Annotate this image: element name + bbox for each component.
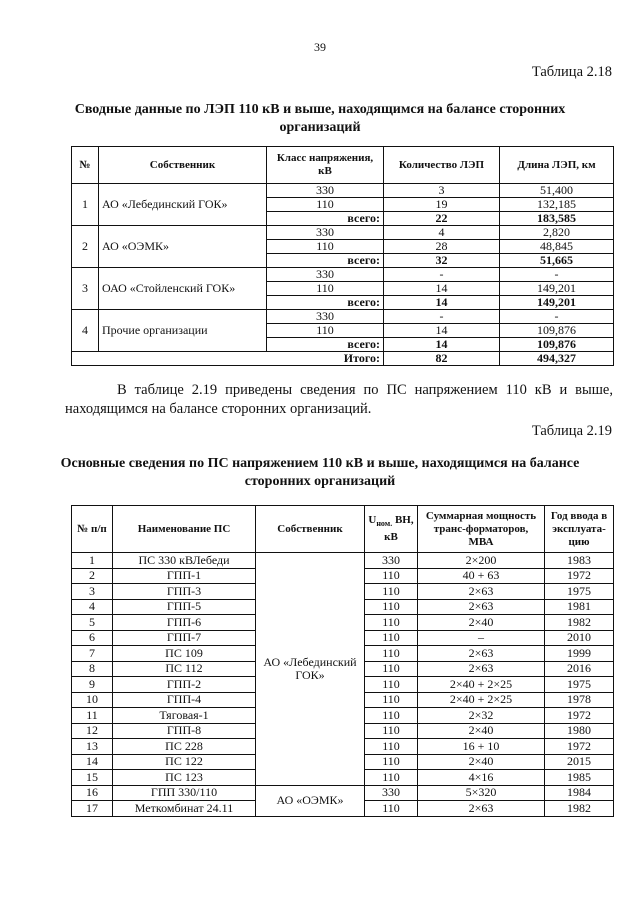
- cell-voltage: 110: [365, 568, 418, 584]
- cell-total-label: всего:: [267, 254, 384, 268]
- cell-name: ПС 330 кВЛебеди: [113, 553, 256, 569]
- cell-voltage: 110: [267, 282, 384, 296]
- cell-year: 1972: [545, 708, 614, 724]
- cell-length: 109,876: [500, 324, 614, 338]
- cell-no: 2: [72, 568, 113, 584]
- cell-name: Тяговая-1: [113, 708, 256, 724]
- cell-total-count: 14: [384, 296, 500, 310]
- cell-no: 5: [72, 615, 113, 631]
- group-owner: ОАО «Стойленский ГОК»: [99, 268, 267, 310]
- cell-name: ПС 112: [113, 661, 256, 677]
- cell-no: 11: [72, 708, 113, 724]
- cell-no: 16: [72, 785, 113, 801]
- cell-voltage: 330: [267, 310, 384, 324]
- group-owner: АО «Лебединский ГОК»: [99, 184, 267, 226]
- table-row: [72, 226, 614, 240]
- header-year: Год ввода в эксплуата-цию: [545, 506, 614, 553]
- cell-power: 2×40: [418, 723, 545, 739]
- header-voltage: $U_{ном.}$ ВН, кВ: [365, 506, 418, 553]
- table-2-19-title: Основные сведения по ПС напряжением 110 кВ и выше, находящимся на балансе сторонних организаций: [60, 456, 580, 489]
- cell-no: 10: [72, 692, 113, 708]
- cell-owner: АО «Лебединский ГОК»: [256, 553, 365, 786]
- cell-power: 2×63: [418, 584, 545, 600]
- cell-voltage: 330: [365, 553, 418, 569]
- cell-power: 2×40: [418, 754, 545, 770]
- cell-total-length: 109,876: [500, 338, 614, 352]
- cell-voltage: 330: [267, 226, 384, 240]
- cell-name: ГПП-1: [113, 568, 256, 584]
- table-row: [72, 184, 614, 198]
- header-power: Суммарная мощность транс-форматоров, МВА: [418, 506, 545, 553]
- cell-voltage: 330: [365, 785, 418, 801]
- cell-no: 4: [72, 599, 113, 615]
- cell-length: 132,185: [500, 198, 614, 212]
- cell-voltage: 110: [365, 646, 418, 662]
- cell-voltage: 110: [365, 692, 418, 708]
- cell-power: 5×320: [418, 785, 545, 801]
- cell-year: 1985: [545, 770, 614, 786]
- table-2-19-label: Таблица 2.19: [531, 423, 612, 439]
- cell-count: 19: [384, 198, 500, 212]
- header-name: Наименование ПС: [113, 506, 256, 553]
- cell-power: 4×16: [418, 770, 545, 786]
- cell-count: 28: [384, 240, 500, 254]
- cell-voltage: 110: [365, 677, 418, 693]
- table-2-18: [71, 146, 614, 366]
- header-owner: Собственник: [99, 147, 267, 184]
- cell-year: 1982: [545, 801, 614, 817]
- cell-owner: АО «ОЭМК»: [256, 785, 365, 816]
- cell-count: 14: [384, 324, 500, 338]
- cell-no: 12: [72, 723, 113, 739]
- cell-name: Меткомбинат 24.11: [113, 801, 256, 817]
- body-paragraph: [65, 381, 613, 419]
- cell-power: 2×63: [418, 661, 545, 677]
- cell-no: 8: [72, 661, 113, 677]
- cell-length: 51,400: [500, 184, 614, 198]
- cell-year: 1975: [545, 677, 614, 693]
- cell-voltage: 110: [365, 661, 418, 677]
- cell-no: 17: [72, 801, 113, 817]
- cell-year: 1980: [545, 723, 614, 739]
- header-count: Количество ЛЭП: [384, 147, 500, 184]
- cell-name: ГПП-5: [113, 599, 256, 615]
- cell-name: ГПП-7: [113, 630, 256, 646]
- cell-power: 2×40: [418, 615, 545, 631]
- cell-total-length: 51,665: [500, 254, 614, 268]
- cell-power: –: [418, 630, 545, 646]
- cell-no: 15: [72, 770, 113, 786]
- cell-voltage: 110: [267, 198, 384, 212]
- header-no: №: [72, 147, 99, 184]
- cell-count: 3: [384, 184, 500, 198]
- cell-name: ГПП-6: [113, 615, 256, 631]
- cell-name: ГПП 330/110: [113, 785, 256, 801]
- cell-power: 2×63: [418, 801, 545, 817]
- cell-year: 1981: [545, 599, 614, 615]
- group-no: 3: [72, 268, 99, 310]
- cell-no: 6: [72, 630, 113, 646]
- table-row: [72, 268, 614, 282]
- cell-total-length: 149,201: [500, 296, 614, 310]
- table-2-18-label: Таблица 2.18: [531, 64, 612, 80]
- cell-no: 3: [72, 584, 113, 600]
- cell-voltage: 110: [365, 723, 418, 739]
- table-2-18-title: Сводные данные по ЛЭП 110 кВ и выше, находящимся на балансе сторонних организаций: [74, 102, 566, 135]
- group-no: 2: [72, 226, 99, 268]
- cell-name: ПС 122: [113, 754, 256, 770]
- cell-no: 13: [72, 739, 113, 755]
- cell-power: 2×32: [418, 708, 545, 724]
- cell-name: ГПП-2: [113, 677, 256, 693]
- cell-voltage: 330: [267, 184, 384, 198]
- cell-voltage: 110: [365, 615, 418, 631]
- grand-total-length: 494,327: [500, 352, 614, 366]
- cell-name: ПС 109: [113, 646, 256, 662]
- cell-power: 2×63: [418, 599, 545, 615]
- page-number: 39: [314, 40, 326, 54]
- cell-power: 2×200: [418, 553, 545, 569]
- cell-length: -: [500, 268, 614, 282]
- cell-count: 4: [384, 226, 500, 240]
- cell-voltage: 110: [365, 599, 418, 615]
- cell-year: 1984: [545, 785, 614, 801]
- cell-name: ГПП-8: [113, 723, 256, 739]
- cell-year: 1972: [545, 568, 614, 584]
- cell-year: 1978: [545, 692, 614, 708]
- cell-voltage: 110: [267, 240, 384, 254]
- cell-year: 2010: [545, 630, 614, 646]
- table-row: [72, 310, 614, 324]
- cell-no: 9: [72, 677, 113, 693]
- cell-length: 2,820: [500, 226, 614, 240]
- cell-name: ПС 123: [113, 770, 256, 786]
- cell-year: 2016: [545, 661, 614, 677]
- cell-voltage: 110: [365, 630, 418, 646]
- cell-voltage: 330: [267, 268, 384, 282]
- group-no: 1: [72, 184, 99, 226]
- cell-total-count: 22: [384, 212, 500, 226]
- cell-count: -: [384, 268, 500, 282]
- cell-power: 2×63: [418, 646, 545, 662]
- cell-voltage: 110: [365, 584, 418, 600]
- group-no: 4: [72, 310, 99, 352]
- cell-length: 48,845: [500, 240, 614, 254]
- cell-year: 2015: [545, 754, 614, 770]
- table-row: [72, 553, 614, 569]
- cell-voltage: 110: [365, 739, 418, 755]
- cell-no: 1: [72, 553, 113, 569]
- cell-power: 40 + 63: [418, 568, 545, 584]
- cell-total-length: 183,585: [500, 212, 614, 226]
- group-owner: Прочие организации: [99, 310, 267, 352]
- grand-total-row: [72, 352, 614, 366]
- cell-length: 149,201: [500, 282, 614, 296]
- table-row: [72, 785, 614, 801]
- cell-power: 16 + 10: [418, 739, 545, 755]
- cell-name: ГПП-3: [113, 584, 256, 600]
- cell-power: 2×40 + 2×25: [418, 692, 545, 708]
- cell-voltage: 110: [365, 770, 418, 786]
- cell-total-count: 32: [384, 254, 500, 268]
- body-paragraph-text: В таблице 2.19 приведены сведения по ПС напряжением 110 кВ и выше, находящимся на балансе сторонних организаций.: [65, 382, 613, 417]
- cell-total-label: всего:: [267, 212, 384, 226]
- group-owner: АО «ОЭМК»: [99, 226, 267, 268]
- cell-year: 1983: [545, 553, 614, 569]
- header-owner: Собственник: [256, 506, 365, 553]
- grand-total-count: 82: [384, 352, 500, 366]
- cell-no: 14: [72, 754, 113, 770]
- cell-name: ГПП-4: [113, 692, 256, 708]
- cell-length: -: [500, 310, 614, 324]
- cell-total-count: 14: [384, 338, 500, 352]
- grand-total-label: Итого:: [72, 352, 384, 366]
- cell-voltage: 110: [365, 801, 418, 817]
- cell-power: 2×40 + 2×25: [418, 677, 545, 693]
- header-voltage: Класс напряжения, кВ: [267, 147, 384, 184]
- cell-no: 7: [72, 646, 113, 662]
- cell-total-label: всего:: [267, 338, 384, 352]
- cell-year: 1972: [545, 739, 614, 755]
- cell-voltage: 110: [267, 324, 384, 338]
- table-2-19: [71, 505, 614, 817]
- cell-year: 1975: [545, 584, 614, 600]
- cell-count: -: [384, 310, 500, 324]
- cell-total-label: всего:: [267, 296, 384, 310]
- cell-year: 1982: [545, 615, 614, 631]
- cell-count: 14: [384, 282, 500, 296]
- header-no: № п/п: [72, 506, 113, 553]
- cell-voltage: 110: [365, 754, 418, 770]
- header-length: Длина ЛЭП, км: [500, 147, 614, 184]
- cell-year: 1999: [545, 646, 614, 662]
- cell-name: ПС 228: [113, 739, 256, 755]
- cell-voltage: 110: [365, 708, 418, 724]
